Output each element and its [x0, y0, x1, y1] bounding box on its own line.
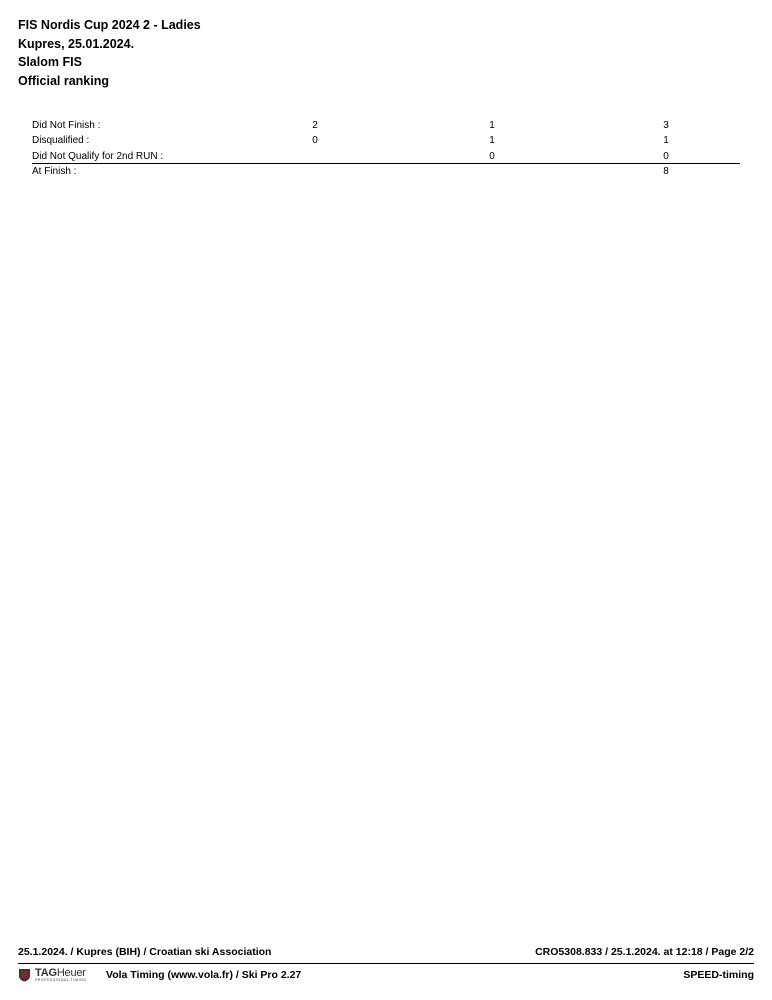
shield-icon	[18, 968, 31, 982]
brand-bold: TAG	[35, 967, 57, 979]
stat-total: 8	[663, 166, 669, 177]
stat-row-dnq	[32, 149, 740, 164]
stat-row-at-finish	[32, 164, 740, 179]
brand-subtitle: PROFESSIONAL TIMING	[35, 978, 87, 982]
document-type: Official ranking	[18, 73, 109, 88]
footer-credits	[18, 967, 754, 985]
stat-row-dsq	[32, 133, 740, 148]
stat-label: At Finish :	[32, 166, 77, 177]
stat-run2: 1	[489, 120, 495, 131]
brand-text	[35, 968, 87, 982]
event-discipline: Slalom FIS	[18, 55, 82, 69]
footer-divider	[18, 963, 754, 964]
software-credit: Vola Timing (www.vola.fr) / Ski Pro 2.27	[106, 969, 302, 981]
stat-label: Did Not Qualify for 2nd RUN :	[32, 150, 164, 162]
stat-run1: 2	[312, 120, 318, 131]
stat-row-dnf	[32, 118, 740, 133]
stat-total: 3	[663, 120, 669, 131]
stat-label: Did Not Finish :	[32, 120, 101, 131]
stat-run1: 0	[312, 135, 318, 147]
stat-run2: 1	[489, 135, 495, 147]
stat-label: Disqualified :	[32, 135, 90, 147]
stat-total: 0	[663, 150, 669, 162]
document-header	[18, 16, 201, 90]
tagheuer-logo	[18, 968, 87, 982]
brand-thin: Heuer	[56, 967, 86, 979]
footer-page-info: CRO5308.833 / 25.1.2024. at 12:18 / Page 2/2	[535, 946, 754, 958]
stat-run2: 0	[489, 150, 495, 162]
event-location-date: Kupres, 25.01.2024.	[18, 36, 135, 51]
statistics-table	[32, 118, 740, 164]
timing-company: SPEED-timing	[683, 969, 754, 981]
stat-total: 1	[663, 135, 669, 147]
footer-event-info: 25.1.2024. / Kupres (BIH) / Croatian ski Association	[18, 946, 272, 958]
event-title: FIS Nordis Cup 2024 2 - Ladies	[18, 18, 201, 32]
